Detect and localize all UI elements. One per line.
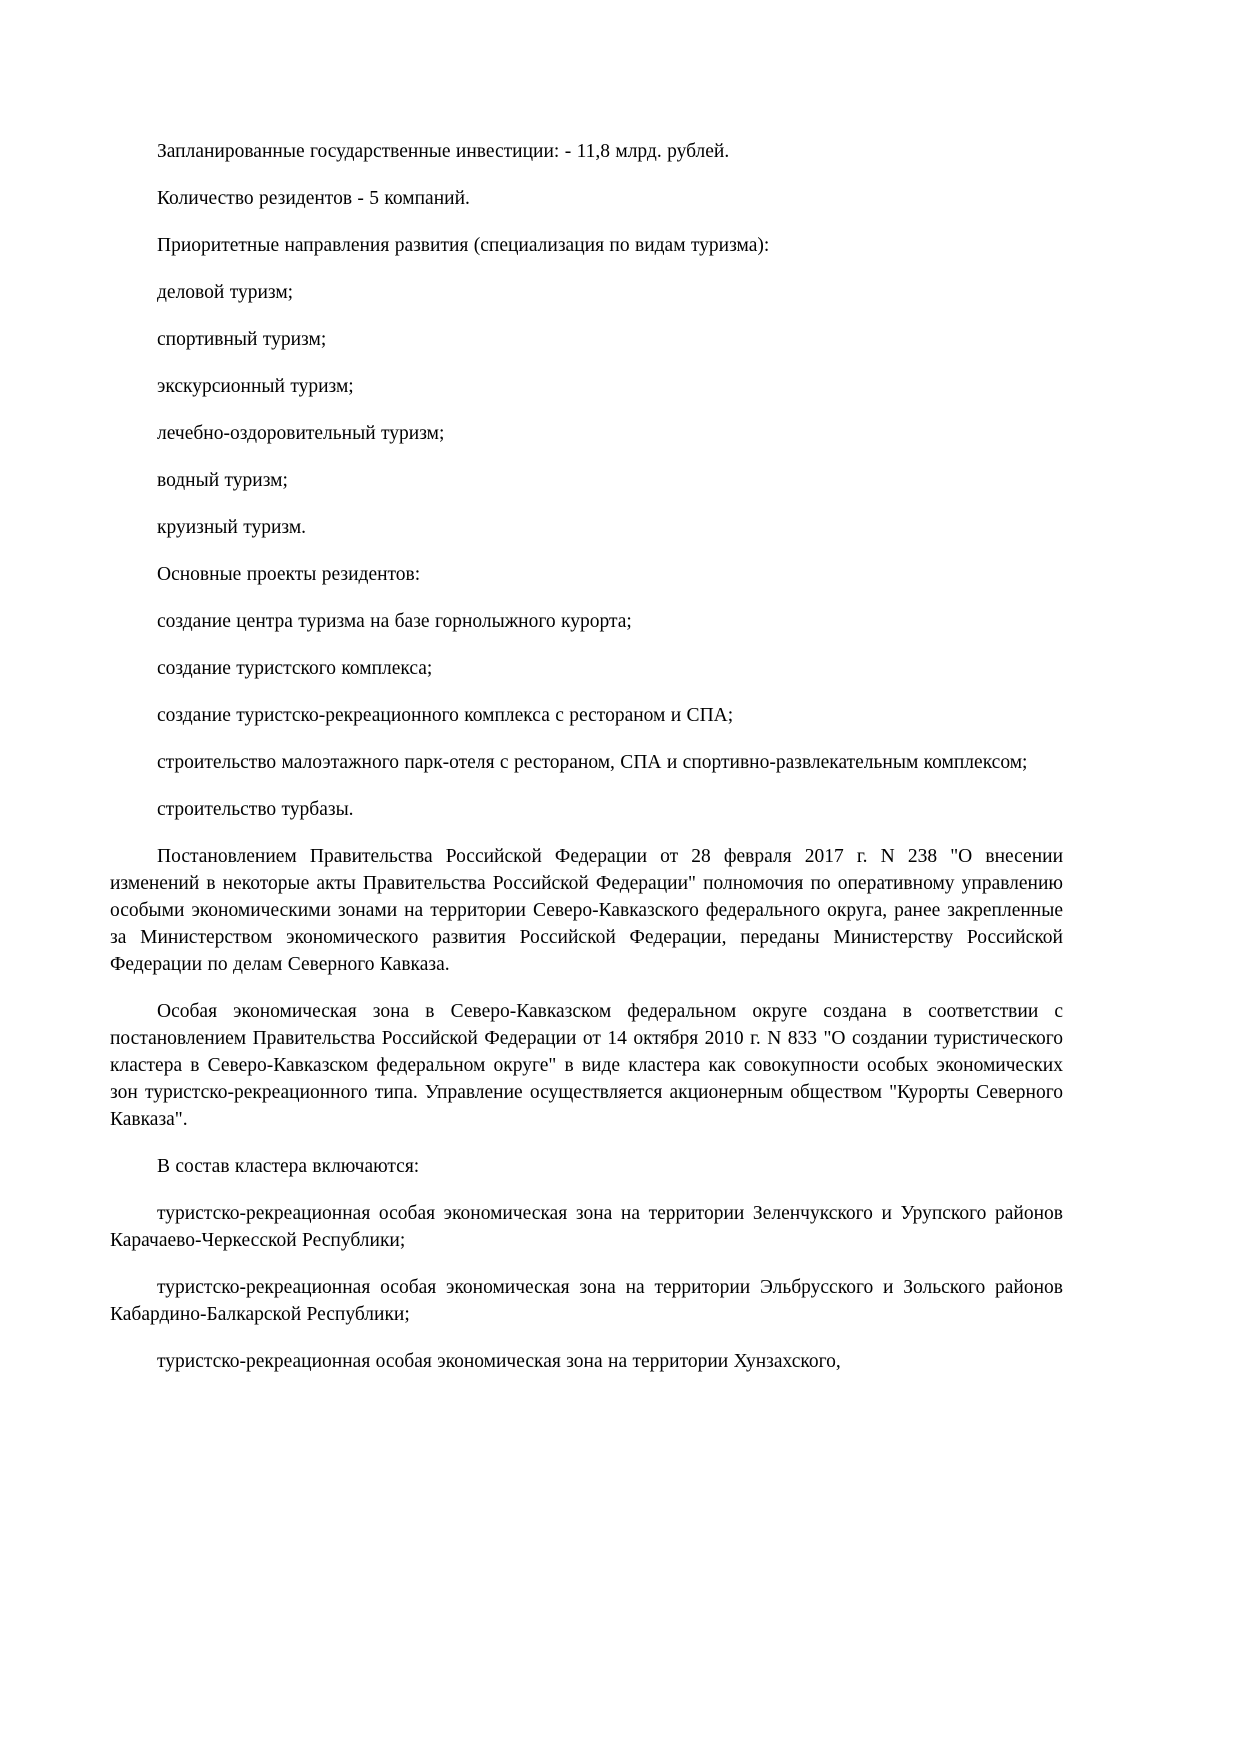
paragraph: экскурсионный туризм; xyxy=(157,376,354,397)
paragraph: Количество резидентов - 5 компаний. xyxy=(157,188,470,209)
document-body xyxy=(110,138,1063,1375)
paragraph: создание туристского комплекса; xyxy=(157,658,433,679)
paragraph: строительство малоэтажного парк-отеля с рестораном, СПА и спортивно-развлекательным комплексом; xyxy=(157,752,1028,773)
paragraph: создание центра туризма на базе горнолыжного курорта; xyxy=(157,611,632,632)
paragraph: деловой туризм; xyxy=(157,282,294,303)
paragraph: лечебно-оздоровительный туризм; xyxy=(157,423,445,444)
paragraph: водный туризм; xyxy=(157,470,288,491)
paragraph: В состав кластера включаются: xyxy=(157,1156,420,1177)
paragraph: Основные проекты резидентов: xyxy=(157,564,421,585)
paragraph: Запланированные государственные инвестиции: - 11,8 млрд. рублей. xyxy=(157,141,730,162)
paragraph: Постановлением Правительства Российской Федерации от 28 февраля 2017 г. N 238 "О внесении изменений в некоторые акты Правительства Российской Федерации" полномочия по оперативному управлению особыми экономическими зонами на территории Северо-Кавказского федерального округа, ранее закрепленные за Министерством экономического развития Российской Федерации, переданы Министерству Российской Федерации по делам Северного Кавказа. xyxy=(110,846,1063,975)
paragraph: строительство турбазы. xyxy=(157,799,354,820)
paragraph: туристско-рекреационная особая экономическая зона на территории Хунзахского, xyxy=(157,1351,841,1372)
paragraph: Особая экономическая зона в Северо-Кавказском федеральном округе создана в соответствии с постановлением Правительства Российской Федерации от 14 октября 2010 г. N 833 "О создании туристического кластера в Северо-Кавказском федеральном округе" в виде кластера как совокупности особых экономических зон туристско-рекреационного типа. Управление осуществляется акционерным обществом "Курорты Северного Кавказа". xyxy=(110,1001,1063,1130)
paragraph: создание туристско-рекреационного комплекса с рестораном и СПА; xyxy=(157,705,734,726)
paragraph: Приоритетные направления развития (специализация по видам туризма): xyxy=(157,235,770,256)
paragraph: туристско-рекреационная особая экономическая зона на территории Эльбрусского и Зольского районов Кабардино-Балкарской Республики; xyxy=(110,1277,1063,1325)
paragraph: спортивный туризм; xyxy=(157,329,327,350)
paragraph: круизный туризм. xyxy=(157,517,307,538)
paragraph: туристско-рекреационная особая экономическая зона на территории Зеленчукского и Урупского районов Карачаево-Черкесской Республики; xyxy=(110,1203,1063,1251)
